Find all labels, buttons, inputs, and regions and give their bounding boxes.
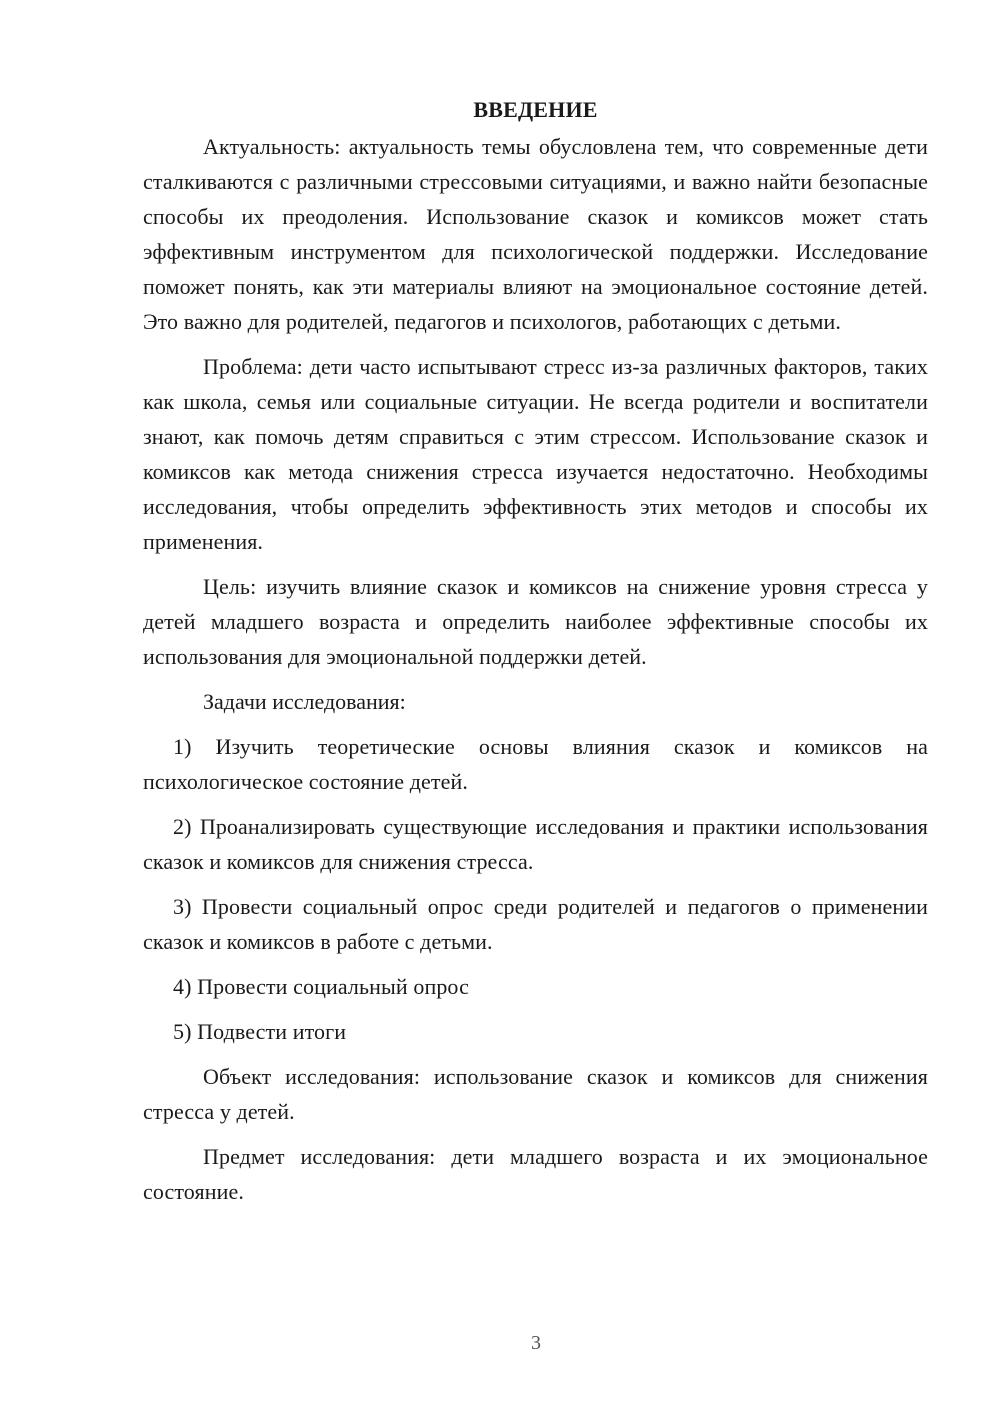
page-title: ВВЕДЕНИЕ (473, 97, 598, 122)
document-page (143, 92, 928, 1219)
paragraph-goal: Цель: изучить влияние сказок и комиксов на снижение уровня стресса у детей младшего возраста и определить наиболее эффективные способы их использования для эмоциональной поддержки детей. (143, 574, 928, 669)
list-item: 3) Провести социальный опрос среди родителей и педагогов о применении сказок и комиксов в работе с детьми. (143, 894, 928, 954)
paragraph-subject: Предмет исследования: дети младшего возраста и их эмоциональное состояние. (143, 1144, 928, 1204)
tasks-heading: Задачи исследования: (203, 689, 406, 714)
list-item: 5) Подвести итоги (173, 1019, 347, 1044)
paragraph-relevance: Актуальность: актуальность темы обусловлена тем, что современные дети сталкиваются с различными стрессовыми ситуациями, и важно найти безопасные способы их преодоления. Использование сказок и комиксов может стать эффективным инструментом для психологической поддержки. Исследование поможет понять, как эти материалы влияют на эмоциональное состояние детей. Это важно для родителей, педагогов и психологов, работающих с детьми. (143, 134, 928, 334)
page-number: 3 (531, 1332, 541, 1354)
paragraph-object: Объект исследования: использование сказок и комиксов для снижения стресса у детей. (143, 1064, 928, 1124)
list-item: 2) Проанализировать существующие исследования и практики использования сказок и комиксов для снижения стресса. (143, 814, 928, 874)
list-item: 4) Провести социальный опрос (173, 974, 469, 999)
paragraph-problem: Проблема: дети часто испытывают стресс из-за различных факторов, таких как школа, семья или социальные ситуации. Не всегда родители и воспитатели знают, как помочь детям справиться с этим стрессом. Использование сказок и комиксов как метода снижения стресса изучается недостаточно. Необходимы исследования, чтобы определить эффективность этих методов и способы их применения. (143, 354, 928, 554)
list-item: 1) Изучить теоретические основы влияния сказок и комиксов на психологическое состояние детей. (143, 734, 928, 794)
tasks-list (143, 729, 928, 1049)
